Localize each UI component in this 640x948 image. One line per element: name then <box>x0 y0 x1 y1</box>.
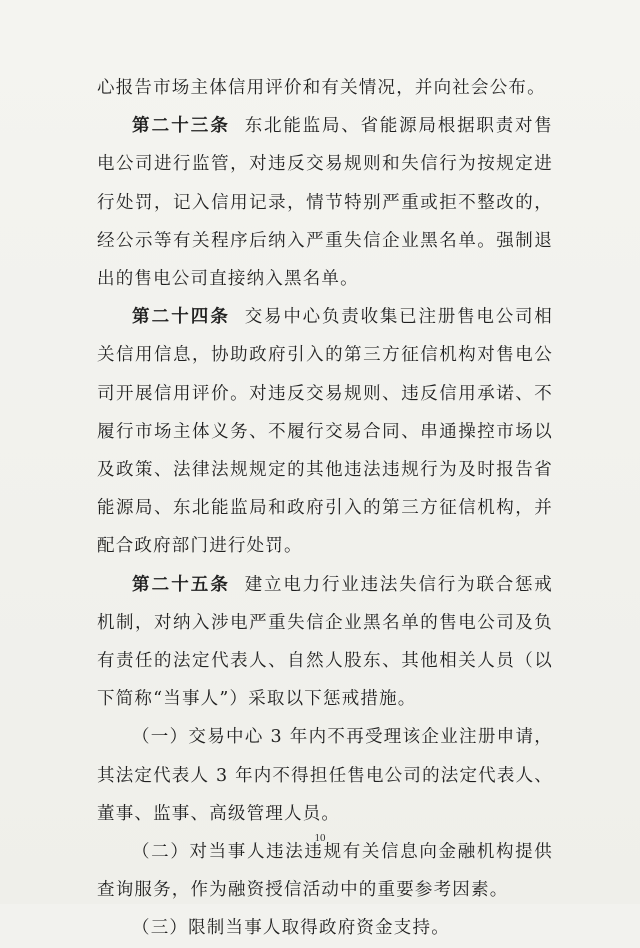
measure-item-1 <box>97 718 553 833</box>
document-body <box>97 69 553 948</box>
paragraph-text: （三）限制当事人取得政府资金支持。 <box>132 918 450 939</box>
page-number: 10 <box>314 832 326 844</box>
paragraph-text: 心报告市场主体信用评价和有关情况，并向社会公布。 <box>97 78 546 98</box>
paragraph <box>97 69 553 107</box>
article-23 <box>97 107 553 298</box>
article-24 <box>97 298 553 565</box>
measure-item-3 <box>97 909 553 947</box>
paragraph-text: 交易中心负责收集已注册售电公司相关信用信息，协助政府引入的第三方征信机构对售电公司开展信用评价。对违反交易规则、违反信用承诺、不履行市场主体义务、不履行交易合同、串通操控市场以及政策、法律法规规定的其他违法违规行为及时报告省能源局、东北能监局和政府引入的第三方征信机构，并配合政府部门进行处罚。 <box>97 307 553 557</box>
paragraph-text: （一）交易中心 3 年内不再受理该企业注册申请，其法定代表人 3 年内不得担任售电公司的法定代表人、董事、监事、高级管理人员。 <box>97 727 553 824</box>
measure-item-2 <box>97 833 553 909</box>
article-heading: 第二十五条 <box>132 574 231 595</box>
paragraph-text: 东北能监局、省能源局根据职责对售电公司进行监管，对违反交易规则和失信行为按规定进行处罚，记入信用记录，情节特别严重或拒不整改的，经公示等有关程序后纳入严重失信企业黑名单。强制退出的售电公司直接纳入黑名单。 <box>97 116 553 290</box>
article-heading: 第二十四条 <box>132 307 231 328</box>
article-heading: 第二十三条 <box>132 116 231 137</box>
paragraph-text: （二）对当事人违法违规有关信息向金融机构提供查询服务，作为融资授信活动中的重要参考因素。 <box>97 842 553 901</box>
paragraph-text: 建立电力行业违法失信行为联合惩戒机制，对纳入涉电严重失信企业黑名单的售电公司及负有责任的法定代表人、自然人股东、其他相关人员（以下简称“当事人”）采取以下惩戒措施。 <box>97 574 553 710</box>
article-25 <box>97 566 553 719</box>
